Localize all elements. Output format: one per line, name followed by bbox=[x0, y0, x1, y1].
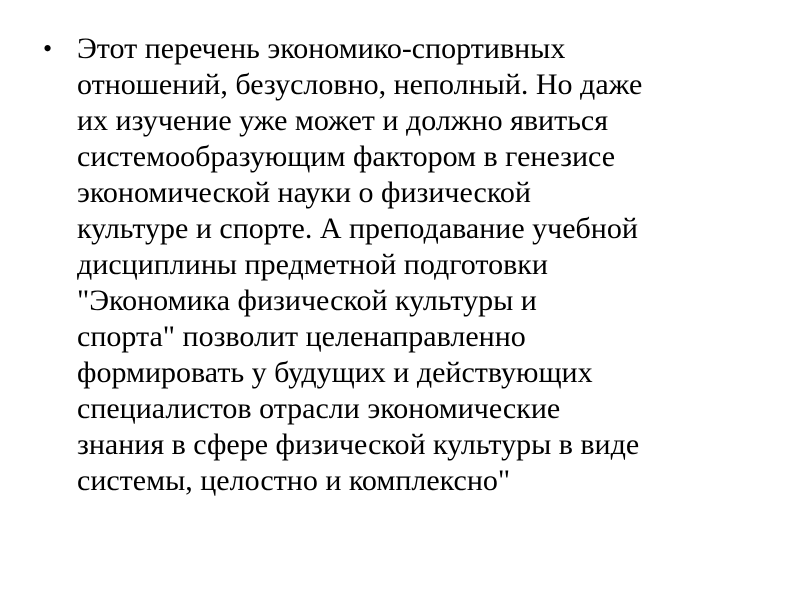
bullet-list-item bbox=[43, 31, 743, 499]
paragraph-line: системообразующим фактором в генезисе bbox=[77, 140, 616, 173]
paragraph-line: знания в сфере физической культуры в виде bbox=[77, 428, 640, 461]
paragraph-line: специалистов отрасли экономические bbox=[77, 392, 561, 425]
paragraph-line: формировать у будущих и действующих bbox=[77, 356, 593, 389]
paragraph-line: экономической науки о физической bbox=[77, 176, 531, 209]
bullet-point-icon: • bbox=[43, 34, 53, 63]
paragraph-line: "Экономика физической культуры и bbox=[77, 284, 537, 317]
bullet-paragraph bbox=[77, 31, 642, 499]
paragraph-line: дисциплины предметной подготовки bbox=[77, 248, 548, 281]
paragraph-line: культуре и спорте. А преподавание учебной bbox=[77, 212, 638, 245]
paragraph-line: их изучение уже может и должно явиться bbox=[77, 104, 609, 137]
paragraph-line: отношений, безусловно, неполный. Но даже bbox=[77, 68, 643, 101]
paragraph-line: спорта" позволит целенаправленно bbox=[77, 320, 526, 353]
paragraph-line: системы, целостно и комплексно" bbox=[77, 464, 511, 497]
paragraph-line: Этот перечень экономико-спортивных bbox=[77, 32, 566, 65]
